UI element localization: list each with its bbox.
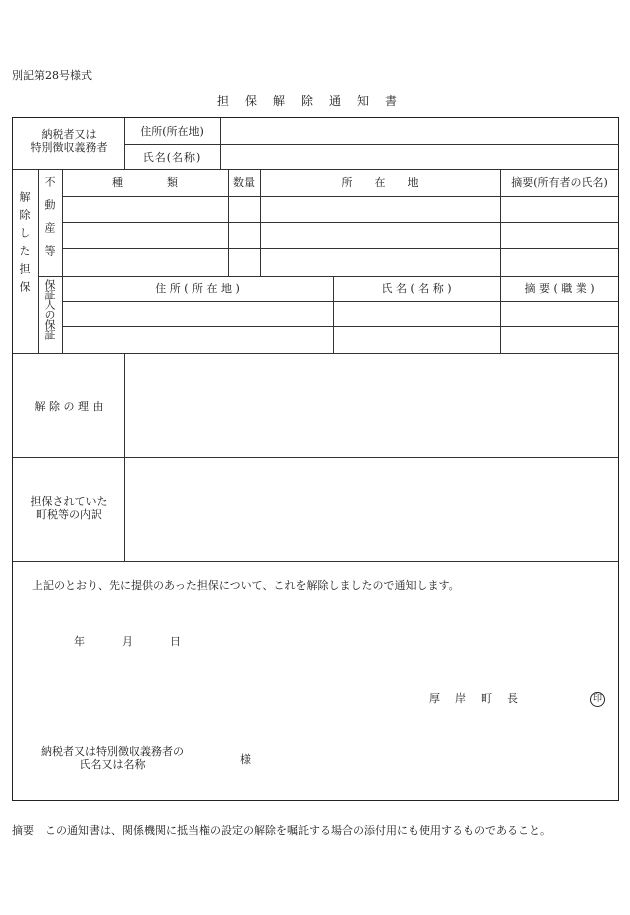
form-table: [12, 117, 619, 801]
col-guarantor-address: 住 所 ( 所 在 地 ): [155, 282, 240, 295]
guarantee-label: 保証人の保証: [43, 279, 56, 339]
breakdown-field[interactable]: [126, 459, 617, 559]
taxpayer-name-label: 氏名(名称): [142, 151, 202, 164]
guarantor-row[interactable]: [63, 328, 618, 352]
released-collateral-label: 解除した担保: [18, 191, 31, 299]
col-type: 種 類: [112, 176, 178, 189]
recipient-label: 納税者又は特別徴収義務者の 氏名又は名称: [41, 745, 184, 772]
guarantor-row[interactable]: [63, 303, 618, 325]
taxpayer-address-field[interactable]: [222, 120, 616, 142]
issuer-title: 厚 岸 町 長: [429, 692, 520, 705]
col-quantity: 数量: [233, 176, 255, 189]
taxpayer-address-label: 住所(所在地): [140, 125, 204, 138]
seal-mark: 印: [590, 692, 605, 707]
real-estate-label: 不動産等: [43, 176, 56, 268]
real-estate-row[interactable]: [63, 224, 618, 247]
col-guarantor-name: 氏 名 ( 名 称 ): [381, 282, 452, 295]
real-estate-row[interactable]: [63, 198, 618, 221]
date-year-label: 年: [74, 635, 85, 648]
real-estate-row[interactable]: [63, 250, 618, 275]
document-title: 担保解除通知書: [216, 94, 413, 108]
notice-message: 上記のとおり、先に提供のあった担保について、これを解除しましたので通知します。: [32, 579, 460, 592]
date-month-label: 月: [122, 635, 133, 648]
breakdown-label: 担保されていた 町税等の内訳: [30, 495, 108, 522]
recipient-honorific: 様: [240, 753, 251, 766]
col-occupation-remarks: 摘 要 ( 職 業 ): [524, 282, 595, 295]
taxpayer-label: 納税者又は 特別徴収義務者: [30, 128, 108, 155]
form-number: 別記第28号様式: [12, 69, 92, 82]
col-location: 所 在 地: [341, 176, 419, 189]
taxpayer-name-field[interactable]: [222, 146, 616, 168]
date-day-label: 日: [170, 635, 181, 648]
footnote: 摘要 この通知書は、関係機関に抵当権の設定の解除を嘱託する場合の添付用にも使用するものであること。: [12, 824, 551, 837]
col-owner-remarks: 摘要(所有者の氏名): [511, 176, 608, 189]
reason-label: 解 除 の 理 由: [34, 400, 104, 413]
reason-field[interactable]: [126, 355, 617, 456]
